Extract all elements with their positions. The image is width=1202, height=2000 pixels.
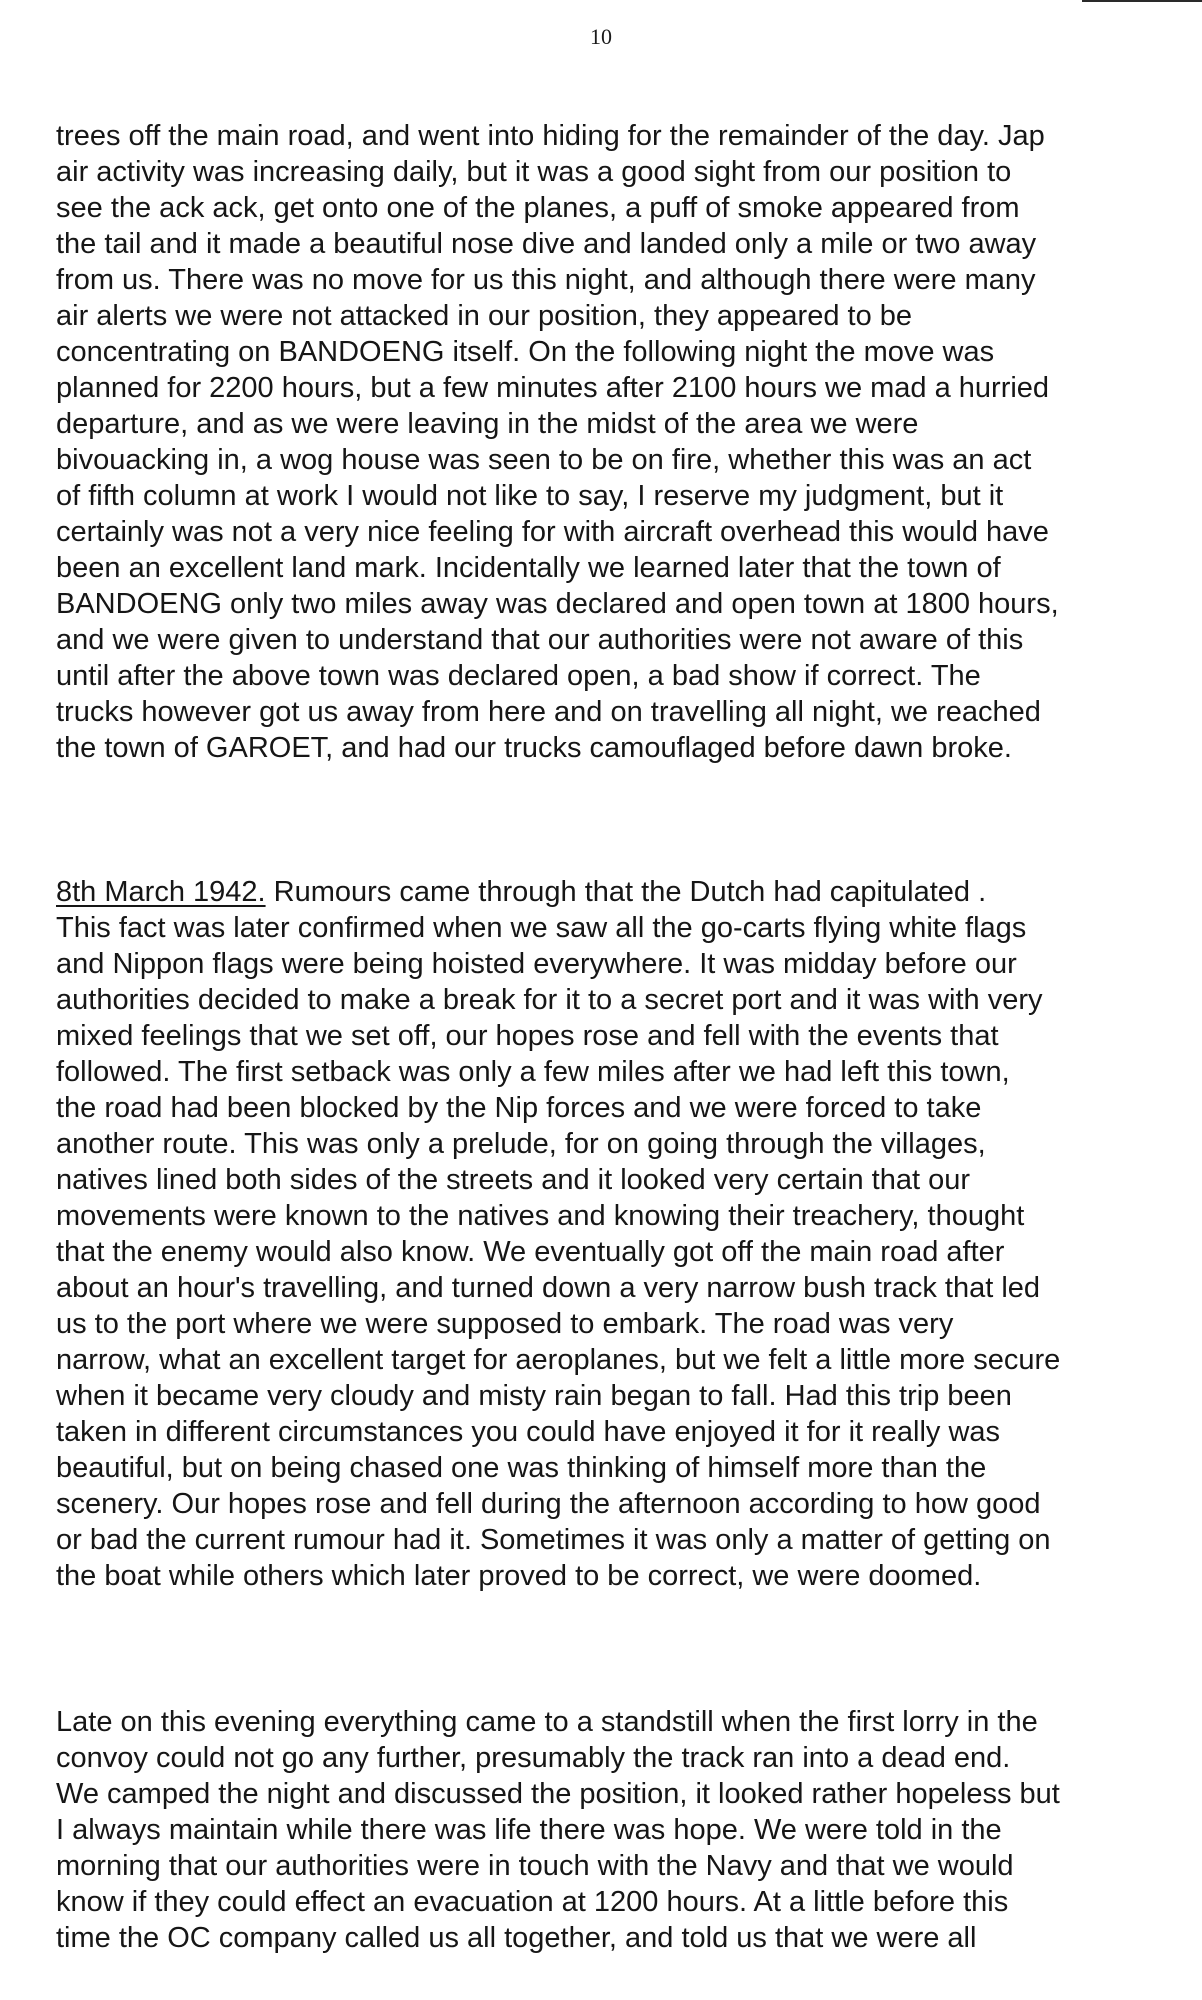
text-line: concentrating on BANDOENG itself. On the following night the move was: [56, 336, 995, 368]
text-line: air alerts we were not attacked in our position, they appeared to be: [56, 300, 913, 332]
text-line: been an excellent land mark. Incidentally we learned later that the town of: [56, 552, 1001, 584]
text-line: mixed feelings that we set off, our hopes rose and fell with the events that: [56, 1020, 999, 1052]
page-number: 10: [590, 24, 612, 49]
paragraph-2: [56, 874, 1168, 1594]
text-line-with-date: [56, 874, 1168, 910]
text-line: movements were known to the natives and knowing their treachery, thought: [56, 1200, 1025, 1232]
text-line: Late on this evening everything came to a standstill when the first lorry in the: [56, 1706, 1038, 1738]
text-line: until after the above town was declared open, a bad show if correct. The: [56, 660, 981, 692]
text-line: time the OC company called us all together, and told us that we were all: [56, 1922, 977, 1954]
text-line: know if they could effect an evacuation at 1200 hours. At a little before this: [56, 1886, 1009, 1918]
text-line: and Nippon flags were being hoisted everywhere. It was midday before our: [56, 948, 1017, 980]
text-line: BANDOENG only two miles away was declared and open town at 1800 hours,: [56, 588, 1059, 620]
text-line: the road had been blocked by the Nip forces and we were forced to take: [56, 1092, 982, 1124]
paragraph-3: [56, 1704, 1168, 1956]
text-line: planned for 2200 hours, but a few minutes after 2100 hours we mad a hurried: [56, 372, 1050, 404]
text-line: another route. This was only a prelude, for on going through the villages,: [56, 1128, 986, 1160]
text-line: when it became very cloudy and misty rain began to fall. Had this trip been: [56, 1380, 1012, 1412]
entry-date-rest: Rumours came through that the Dutch had capitulated .: [265, 876, 987, 908]
text-line: of fifth column at work I would not like to say, I reserve my judgment, but it: [56, 480, 1004, 512]
text-line: natives lined both sides of the streets and it looked very certain that our: [56, 1164, 971, 1196]
text-line: We camped the night and discussed the position, it looked rather hopeless but: [56, 1778, 1060, 1810]
text-line: the tail and it made a beautiful nose dive and landed only a mile or two away: [56, 228, 1037, 260]
text-line: trucks however got us away from here and on travelling all night, we reached: [56, 696, 1041, 728]
text-line: bivouacking in, a wog house was seen to be on fire, whether this was an act: [56, 444, 1032, 476]
text-line: beautiful, but on being chased one was thinking of himself more than the: [56, 1452, 987, 1484]
entry-date: 8th March 1942.: [56, 876, 266, 908]
text-line: This fact was later confirmed when we saw all the go-carts flying white flags: [56, 912, 1027, 944]
text-line: departure, and as we were leaving in the midst of the area we were: [56, 408, 919, 440]
text-line: air activity was increasing daily, but it was a good sight from our position to: [56, 156, 1012, 188]
text-line: narrow, what an excellent target for aeroplanes, but we felt a little more secure: [56, 1344, 1061, 1376]
text-line: certainly was not a very nice feeling for with aircraft overhead this would have: [56, 516, 1049, 548]
text-line: that the enemy would also know. We eventually got off the main road after: [56, 1236, 1005, 1268]
paragraph-1: [56, 118, 1168, 766]
text-line: taken in different circumstances you could have enjoyed it for it really was: [56, 1416, 1001, 1448]
text-line: us to the port where we were supposed to embark. The road was very: [56, 1308, 954, 1340]
scan-edge-line: [1082, 0, 1202, 2]
text-line: about an hour's travelling, and turned down a very narrow bush track that led: [56, 1272, 1041, 1304]
text-line: scenery. Our hopes rose and fell during the afternoon according to how good: [56, 1488, 1041, 1520]
text-line: I always maintain while there was life there was hope. We were told in the: [56, 1814, 1002, 1846]
text-line: trees off the main road, and went into hiding for the remainder of the day. Jap: [56, 120, 1045, 152]
text-line: the town of GAROET, and had our trucks camouflaged before dawn broke.: [56, 732, 1012, 764]
text-line: morning that our authorities were in touch with the Navy and that we would: [56, 1850, 1014, 1882]
text-line: convoy could not go any further, presumably the track ran into a dead end.: [56, 1742, 1011, 1774]
text-line: or bad the current rumour had it. Sometimes it was only a matter of getting on: [56, 1524, 1051, 1556]
text-line: from us. There was no move for us this night, and although there were many: [56, 264, 1036, 296]
text-line: see the ack ack, get onto one of the planes, a puff of smoke appeared from: [56, 192, 1020, 224]
text-line: authorities decided to make a break for it to a secret port and it was with very: [56, 984, 1043, 1016]
text-line: and we were given to understand that our authorities were not aware of this: [56, 624, 1024, 656]
text-line: the boat while others which later proved to be correct, we were doomed.: [56, 1560, 982, 1592]
text-line: followed. The first setback was only a few miles after we had left this town,: [56, 1056, 1010, 1088]
